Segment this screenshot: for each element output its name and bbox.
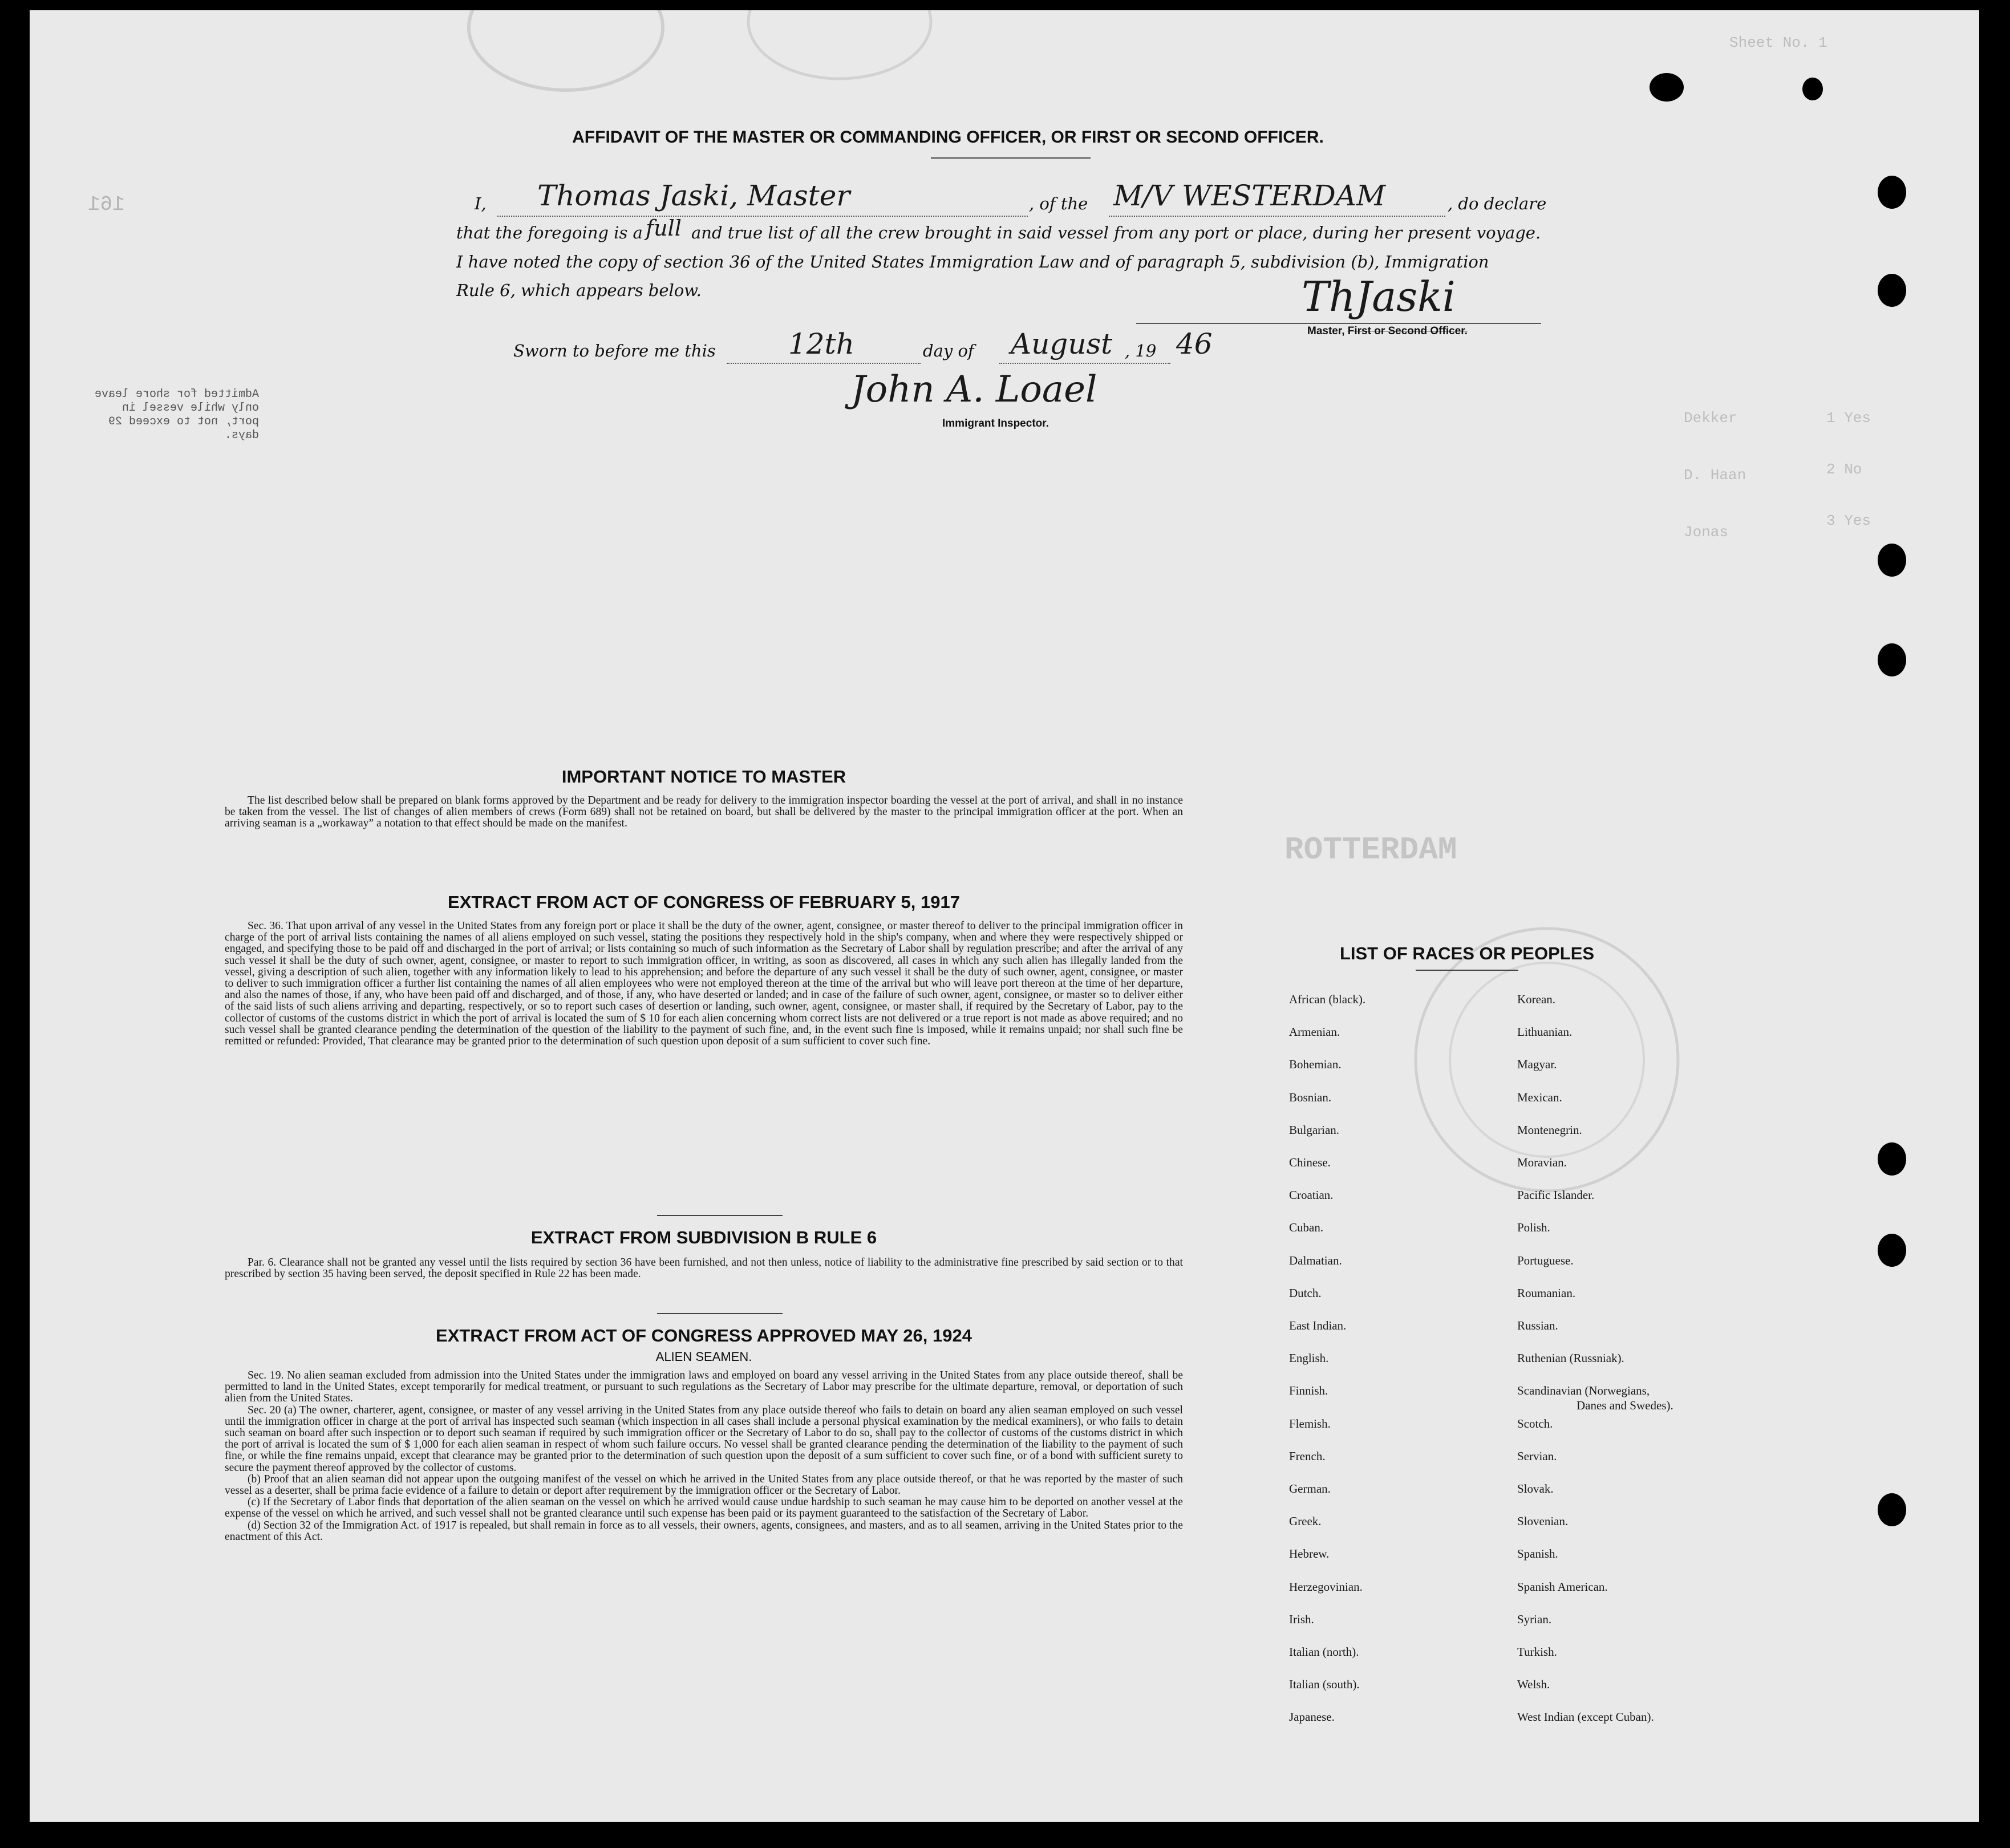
extract-1924-title: EXTRACT FROM ACT OF CONGRESS APPROVED MAY 26, 1924 <box>436 1326 972 1346</box>
divider <box>657 1215 783 1216</box>
race-item: Armenian. <box>1289 1025 1340 1039</box>
race-item: Pacific Islander. <box>1517 1188 1595 1202</box>
race-item: Moravian. <box>1517 1156 1567 1169</box>
mirrored-shore-leave-stamp: Admitted for shore leave only while vessel in port, not to exceed 29 days. <box>94 388 259 442</box>
race-scandinavian-continuation: Danes and Swedes). <box>1577 1399 1673 1412</box>
race-item: Flemish. <box>1289 1416 1331 1430</box>
struck-officer-caption: First or Second Officer. <box>1347 325 1468 337</box>
sworn-mid: day of <box>923 341 974 360</box>
race-item: Slovak. <box>1517 1482 1554 1496</box>
race-item: Hebrew. <box>1289 1547 1330 1561</box>
race-item: Magyar. <box>1517 1057 1557 1072</box>
divider <box>657 1313 783 1314</box>
day-line <box>727 363 921 364</box>
race-item: Chinese. <box>1289 1156 1331 1169</box>
race-item: Croatian. <box>1289 1188 1334 1202</box>
race-item: Korean. <box>1517 992 1556 1006</box>
race-item: Portuguese. <box>1517 1253 1574 1267</box>
punch-hole <box>1878 544 1906 577</box>
punch-hole <box>1878 1234 1906 1267</box>
race-item: Slovenian. <box>1517 1514 1569 1529</box>
race-item: Italian (north). <box>1289 1645 1359 1659</box>
affidavit-line1-post: , do declare <box>1448 194 1547 213</box>
master-name-line <box>497 216 1028 217</box>
divider <box>931 157 1091 159</box>
race-item: English. <box>1289 1351 1329 1365</box>
full-handwritten: full <box>646 216 682 241</box>
race-item: Finnish. <box>1289 1384 1328 1398</box>
inspector-signature: John A. Loael <box>851 368 1097 411</box>
punch-hole <box>1878 1493 1906 1526</box>
affidavit-title: AFFIDAVIT OF THE MASTER OR COMMANDING OFFICER, OR FIRST OR SECOND OFFICER. <box>572 128 1324 147</box>
race-item: Bohemian. <box>1289 1057 1342 1072</box>
race-item: French. <box>1289 1449 1326 1463</box>
race-item: Scandinavian (Norwegians, <box>1517 1384 1650 1398</box>
race-item: Welsh. <box>1517 1677 1550 1692</box>
torn-edge <box>1802 78 1823 100</box>
race-item: Herzegovinian. <box>1289 1579 1363 1594</box>
race-item: Syrian. <box>1517 1612 1552 1626</box>
punch-hole <box>1878 176 1906 209</box>
bleed-number: 161 <box>88 193 125 216</box>
affidavit-line2-pre: that the foregoing is a <box>456 223 643 242</box>
race-item: Dalmatian. <box>1289 1253 1342 1267</box>
master-name-handwritten: Thomas Jaski, Master <box>537 179 850 212</box>
affidavit-line4: Rule 6, which appears below. <box>456 281 702 300</box>
race-item: Mexican. <box>1517 1090 1562 1104</box>
race-item: German. <box>1289 1482 1331 1496</box>
extract-1917-title: EXTRACT FROM ACT OF CONGRESS OF FEBRUARY 5, 1917 <box>448 892 960 912</box>
races-title: LIST OF RACES OR PEOPLES <box>1339 943 1595 963</box>
affidavit-line1-pre: I, <box>475 194 487 213</box>
sworn-year-pre: , 19 <box>1125 341 1157 360</box>
document-page: Sheet No. 1 161 1 Yes 2 No 3 Yes Dekker D. Haan Jonas ROTTERDAM Admitted for shore leave only while vessel in port, not to exceed 29 days. AFFIDAVIT OF THE MASTER OR COMMANDING OFFICER, OR FIRST OR SECOND OFFICER. I, Thomas Jaski, Master , of the M/V WESTERDAM , do declare that the foregoing is a full and true list of all the crew brought in said vessel from any port or place, during her present voyage. I have noted the copy of section 36 of the United States Immigration Law and of paragraph 5, subdivision (b), Immigration Rule 6, which appears below. ThJaski Master, First or Second Officer. Sworn to before me this 12th day of August , 19 46 John A. Loael Immigrant Inspector. IMPORTANT NOTICE TO MASTER The list described below shall be prepared on blank forms approved by the Department and be ready for delivery to the immigration inspector boarding the vessel at the port of arrival, and shall in no instance be taken from the vessel. The list of changes of alien members of crews (Form 689) shall not be retained on board, but shall be delivered by the master to the principal immigration officer at the port. When an arriving seaman is a „workaway” a notation to that effect should be made on the manifest. EXTRACT FROM ACT OF CONGRESS OF FEBRUARY 5, 1917 Sec. 36. That upon arrival of any vessel in the United States from any foreign port or place it shall be the duty of the owner, agent, consignee, or master thereof to deliver to the principal immigration officer in charge of the port of arrival lists containing the names of all aliens employed on such vessel, stating the positions they respectively hold in the ship's company, when and where they were respectively shipped or engaged, and specifying those to be paid off and discharged in the port of arrival; or lists containing so much of such information as the Secretary of Labor shall by regulation prescribe; and after the arrival of any such vessel it shall be the duty of such owner, agent, consignee, or master to report to such immigration officer, in writing, as soon as discovered, all cases in which any such alien has illegally landed from the vessel, giving a description of such alien, together with any information likely to lead to his apprehension; and before the departure of any such vessel it shall be the duty of such owner, agent, consignee, or master to deliver to such immigration officer a further list containing the names of all alien employees who were not employed thereon at the time of the arrival but who will leave port thereon at the time of her departure, and also the names of those, if any, who have been paid off and discharged, and of those, if any, who have deserted or landed; and in case of the failure of such owner, agent, consignee, or master so to deliver either of the said lists of such aliens arriving and departing, respectively, or so to report such cases of desertion or landing, such owner, agent, consignee, or master shall, if required by the Secretary of Labor, pay to the collector of customs of the customs district in which the port of arrival is located the sum of $ 10 for each alien concerning whom correct lists are not delivered or a true report is not made as above required; and no such vessel shall be granted clearance pending the determination of the question of the liability to the payment of such fine, and, in the event such fine is imposed, while it remains unpaid; nor shall such fine be remitted or refunded: Provided, That clearance may be granted prior to the determination of such question upon deposit of a sum sufficient to cover such fine. EXTRACT FROM SUBDIVISION B RULE 6 Par. 6. Clearance shall not be granted any vessel until the lists required by section 36 have been furnished, and not then unless, notice of liability to the administrative fine prescribed by said section or to that prescribed by section 35 having been served, the deposit specified in Rule 22 has been made. EXTRACT FROM ACT OF CONGRESS APPROVED MAY 26, 1924 ALIEN SEAMEN. Sec. 19. No alien seaman excluded from admission into the United States under the immigration laws and employed on board any vessel arriving in the United States from any place outside thereof, shall be permitted to land in the United States, except temporarily for medical treatment, or pursuant to such regulations as the Secretary of Labor may prescribe for the ultimate departure, removal, or deportation of such alien from the United States. Sec. 20 (a) The owner, charterer, agent, consignee, or master of any vessel arriving in the United States from any place outside thereof who fails to detain on board any alien seaman employed on such vessel until the immigration officer in charge at the port of arrival has inspected such seaman (which inspection in all cases shall include a personal physical examination by the medical examiners), or who fails to detain such seaman on board after such inspection or to deport such seaman if required by such immigration officer or the Secretary of Labor to do so, shall pay to the collector of customs of the customs district in which the port of arrival is located the sum of $ 1,000 for each alien seaman in respect of whom such failure occurs. No vessel shall be granted clearance pending the determination of the liability to the payment of such fine, or while the fine remains unpaid, except that clearance may be granted prior to the determination of such question upon the deposit of a sum sufficient to cover such fine, or of a bond with sufficient surety to secure the payment thereof approved by the collector of customs. (b) Proof that an alien seaman did not appear upon the outgoing manifest of the vessel on which he arrived in the United States from any place outside thereof, or that he was reported by the master of such vessel as a deserter, shall be prima facie evidence of a failure to detain or deport after requirement by the immigration officer or the Secretary of Labor. (c) If the Secretary of Labor finds that deportation of the alien seaman on the vessel on which he arrived would cause undue hardship to such seaman he may cause him to be deported on another vessel at the expense of the vessel on which he arrived, and such vessel shall not be granted clearance until such expense has been paid or its payment guaranteed to the satisfaction of the Secretary of Labor. (d) Section 32 of the Immigration Act. of 1917 is repealed, but shall remain in force as to all vessels, their owners, agents, consignees, and masters, and as to all seamen, arriving in the United States prior to the enactment of this Act. LIST OF RACES OR PEOPLES Danes and Swedes). African (black). Armenian. Bohemian. Bosnian. Bulgarian. Chinese. Croatian. Cuban. Dalmatian. Dutch. East Indian. English. Finnish. Flemish. French. German. Greek. Hebrew. Herzegovinian. Irish. Italian (north). Italian (south). Japanese. Korean. Lithuanian. Magyar. Mexican. Montenegrin. Moravian. Pacific Islander. Polish. Portuguese. Roumanian. Russian. Ruthenian (Russniak). Scandinavian (Norwegians, Scotch. Servian. Slovak. Slovenian. Spanish. Spanish American. Syrian. Turkish. Welsh. West Indian (except Cuban). <box>30 10 1979 1822</box>
race-item: Scotch. <box>1517 1416 1553 1430</box>
affidavit-line1-mid: , of the <box>1029 194 1088 213</box>
master-caption: Master, First or Second Officer. <box>1307 325 1468 337</box>
race-item: Turkish. <box>1517 1645 1557 1659</box>
torn-edge <box>1650 73 1684 102</box>
extract-rule6-title: EXTRACT FROM SUBDIVISION B RULE 6 <box>530 1227 877 1247</box>
race-item: Spanish American. <box>1517 1579 1608 1594</box>
race-item: Bosnian. <box>1289 1090 1332 1104</box>
race-item: Roumanian. <box>1517 1286 1576 1300</box>
affidavit-line2-post: and true list of all the crew brought in said vessel from any port or place, during her present voyage. <box>691 223 1541 242</box>
race-item: Montenegrin. <box>1517 1122 1582 1137</box>
race-item: Italian (south). <box>1289 1677 1360 1692</box>
race-item: Lithuanian. <box>1517 1025 1573 1039</box>
sworn-year-handwritten: 46 <box>1176 327 1213 360</box>
notice-title: IMPORTANT NOTICE TO MASTER <box>561 767 846 787</box>
affidavit-line3: I have noted the copy of section 36 of the United States Immigration Law and of paragraph 5, subdivision (b), Immigration <box>456 252 1489 271</box>
faint-seal-graphic <box>395 10 1079 124</box>
sworn-month-handwritten: August <box>1011 327 1113 360</box>
month-line <box>999 363 1170 364</box>
extract-rule6-text: Par. 6. Clearance shall not be granted any vessel until the lists required by section 36 have been furnished, and not then unless, notice of liability to the administrative fine prescribed by said section or to that prescribed by section 35 having been served, the deposit specified in Rule 22 has been made. <box>225 1257 1183 1280</box>
extract-1924-subtitle: ALIEN SEAMEN. <box>655 1349 752 1364</box>
notice-text: The list described below shall be prepared on blank forms approved by the Department and be ready for delivery to the immigration inspector boarding the vessel at the port of arrival, and shall in no instance be taken from the vessel. The list of changes of alien members of crews (Form 689) shall not be retained on board, but shall be delivered by the master to the principal immigration officer at the port. When an arriving seaman is a „workaway” a notation to that effect should be made on the manifest. <box>225 795 1183 830</box>
race-item: Japanese. <box>1289 1710 1335 1724</box>
race-item: Greek. <box>1289 1514 1322 1529</box>
punch-hole <box>1878 643 1906 676</box>
race-item: African (black). <box>1289 992 1366 1006</box>
race-item: Irish. <box>1289 1612 1314 1626</box>
race-item: East Indian. <box>1289 1319 1347 1332</box>
sworn-day-handwritten: 12th <box>788 327 854 360</box>
race-item: Ruthenian (Russniak). <box>1517 1351 1624 1365</box>
signature-line <box>1136 323 1541 324</box>
race-item: Russian. <box>1517 1319 1558 1332</box>
race-item: West Indian (except Cuban). <box>1517 1710 1654 1724</box>
vessel-name-handwritten: M/V WESTERDAM <box>1113 179 1386 212</box>
bleed-corner-text: Sheet No. 1 <box>1729 34 1827 51</box>
master-signature: ThJaski <box>1302 273 1456 321</box>
extract-1917-text: Sec. 36. That upon arrival of any vessel in the United States from any foreign port or place it shall be the duty of the owner, agent, consignee, or master thereof to deliver to the principal immigration officer in charge of the port of arrival lists containing the names of all aliens employed on such vessel, stating the positions they respectively hold in the ship's company, when and where they were respectively shipped or engaged, and specifying those to be paid off and discharged in the port of arrival; or lists containing so much of such information as the Secretary of Labor shall by regulation prescribe; and after the arrival of any such vessel it shall be the duty of such owner, agent, consignee, or master to report to such immigration officer, in writing, as soon as discovered, all cases in which any such alien has illegally landed from the vessel, giving a description of such alien, together with any information likely to lead to his apprehension; and before the departure of any such vessel it shall be the duty of such owner, agent, consignee, or master to deliver to such immigration officer a further list containing the names of all alien employees who were not employed thereon at the time of the arrival but who will leave port thereon at the time of her departure, and also the names of those, if any, who have been paid off and discharged, and of those, if any, who have deserted or landed; and in case of the failure of such owner, agent, consignee, or master so to deliver either of the said lists of such aliens arriving and departing, respectively, or so to report such cases of desertion or landing, such owner, agent, consignee, or master shall, if required by the Secretary of Labor, pay to the collector of customs of the customs district in which the port of arrival is located the sum of $ 10 for each alien concerning whom correct lists are not delivered or a true report is not made as above required; and no such vessel shall be granted clearance pending the determination of the question of the liability to the payment of such fine, and, in the event such fine is imposed, while it remains unpaid; nor shall such fine be remitted or refunded: Provided, That clearance may be granted prior to the determination of such question upon deposit of a sum sufficient to cover such fine. <box>225 920 1183 1048</box>
race-item: Polish. <box>1517 1221 1550 1235</box>
punch-hole <box>1878 1142 1906 1176</box>
race-item: Servian. <box>1517 1449 1557 1463</box>
extract-1924-text: Sec. 19. No alien seaman excluded from admission into the United States under the immigration laws and employed on board any vessel arriving in the United States from any place outside thereof, shall be permitted to land in the United States, except temporarily for medical treatment, or pursuant to such regulations as the Secretary of Labor may prescribe for the ultimate departure, removal, or deportation of such alien from the United States. Sec. 20 (a) The owner, charterer, agent, consignee, or master of any vessel arriving in the United States from any place outside thereof who fails to detain on board any alien seaman employed on such vessel until the immigration officer in charge at the port of arrival has inspected such seaman (which inspection in all cases shall include a personal physical examination by the medical examiners), or who fails to detain such seaman on board after such inspection or to deport such seaman if required by such immigration officer or the Secretary of Labor to do so, shall pay to the collector of customs of the customs district in which the port of arrival is located the sum of $ 1,000 for each alien seaman in respect of whom such failure occurs. No vessel shall be granted clearance pending the determination of the liability to the payment of such fine, or while the fine remains unpaid, except that clearance may be granted prior to the determination of such question upon the deposit of a sum sufficient to cover such fine, or of a bond with sufficient surety to secure the payment thereof approved by the collector of customs. (b) Proof that an alien seaman did not appear upon the outgoing manifest of the vessel on which he arrived in the United States from any place outside thereof, or that he was reported by the master of such vessel as a deserter, shall be prima facie evidence of a failure to detain or deport after requirement by the immigration officer or the Secretary of Labor. (c) If the Secretary of Labor finds that deportation of the alien seaman on the vessel on which he arrived would cause undue hardship to such seaman he may cause him to be deported on another vessel at the expense of the vessel on which he arrived, and such vessel shall not be granted clearance until such expense has been paid or its payment guaranteed to the satisfaction of the Secretary of Labor. (d) Section 32 of the Immigration Act. of 1917 is repealed, but shall remain in force as to all vessels, their owners, agents, consignees, and masters, and as to all seamen, arriving in the United States prior to the enactment of this Act. <box>225 1369 1183 1543</box>
punch-hole <box>1878 274 1906 307</box>
race-item: Spanish. <box>1517 1547 1558 1561</box>
vessel-line <box>1109 216 1445 217</box>
sworn-pre: Sworn to before me this <box>513 341 716 360</box>
race-item: Dutch. <box>1289 1286 1322 1300</box>
race-item: Bulgarian. <box>1289 1122 1340 1137</box>
divider <box>1416 970 1518 971</box>
race-item: Cuban. <box>1289 1221 1324 1235</box>
inspector-caption: Immigrant Inspector. <box>942 418 1049 429</box>
